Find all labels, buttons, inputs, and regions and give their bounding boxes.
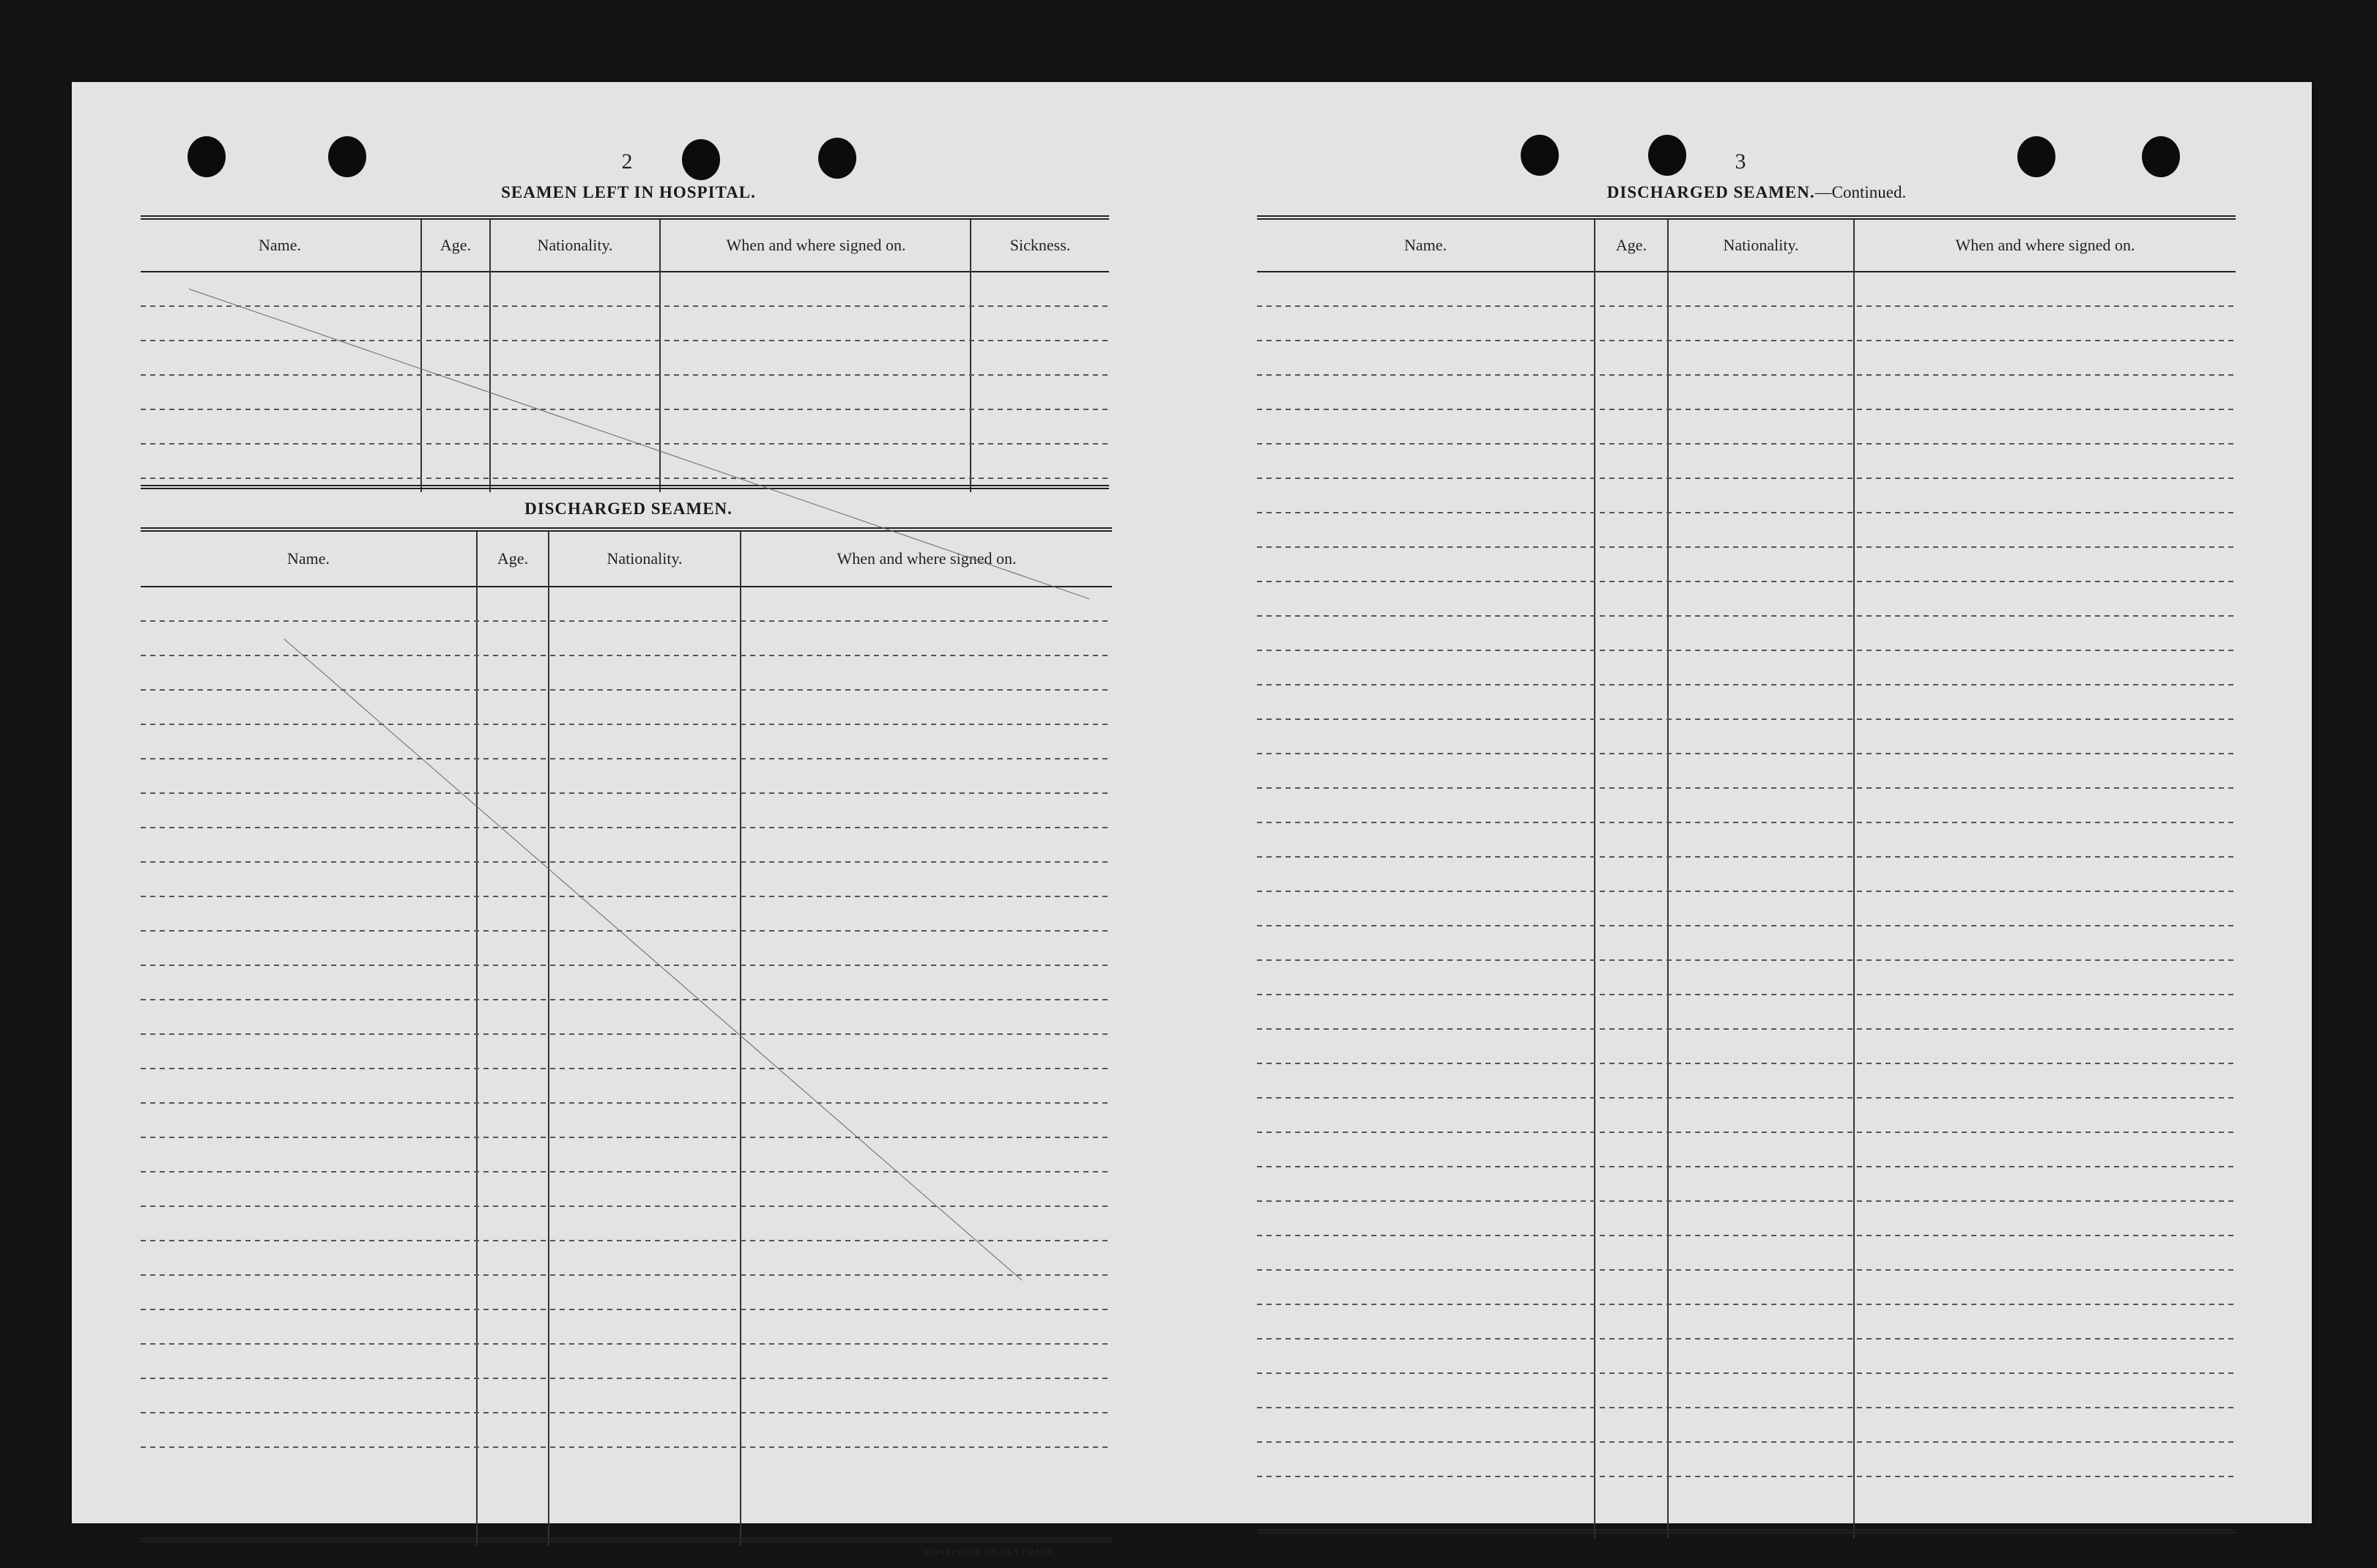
table-row [1257, 856, 2236, 858]
column-header-signed-on: When and where signed on. [837, 549, 1017, 568]
hospital-table-header [141, 220, 1109, 272]
discharged-section-title: DISCHARGED SEAMEN. [524, 499, 733, 518]
table-row [1257, 1063, 2236, 1064]
table-row [1257, 443, 2236, 445]
column-header-age: Age. [497, 549, 529, 568]
column-header-nationality: Nationality. [537, 236, 613, 254]
table-row [141, 409, 1109, 410]
table-row [141, 374, 1109, 376]
table-row [1257, 1407, 2236, 1408]
table-row [1257, 305, 2236, 307]
table-row [141, 1446, 1112, 1448]
table-row [141, 1412, 1112, 1413]
discharged-table-left-header [141, 532, 1112, 587]
table-row [141, 758, 1112, 759]
table-row [141, 861, 1112, 863]
table-row [141, 478, 1109, 479]
column-header-name: Name. [258, 236, 302, 254]
discharged-continued-title [1258, 183, 2255, 202]
table-row [1257, 994, 2236, 995]
column-header-nationality: Nationality. [607, 549, 683, 568]
table-row [1257, 650, 2236, 651]
table-row [141, 1068, 1112, 1069]
table-row [1257, 478, 2236, 479]
table-row [1257, 1441, 2236, 1443]
column-header-name: Name. [286, 549, 330, 568]
table-row [1257, 1097, 2236, 1099]
column-header-sickness: Sickness. [1009, 236, 1071, 254]
continued-note: CONTINUED ON NEXT PAGE. [924, 1547, 1057, 1557]
hospital-table [141, 215, 1109, 492]
punch-hole [1521, 135, 1559, 176]
discharged-table-right-header [1257, 220, 2236, 272]
table-row [141, 689, 1112, 691]
table-row [1257, 374, 2236, 376]
column-header-age: Age. [1615, 236, 1647, 254]
column-header-nationality: Nationality. [1723, 236, 1799, 254]
punch-hole [1648, 135, 1686, 176]
table-row [141, 620, 1112, 622]
table-row [1257, 581, 2236, 582]
table-row [1257, 1269, 2236, 1271]
table-row [141, 1309, 1112, 1310]
table-row [1257, 409, 2236, 410]
table-row [141, 1033, 1112, 1035]
table-row [1257, 822, 2236, 823]
discharged-table-right [1257, 215, 2236, 1538]
punch-hole [682, 139, 720, 180]
table-row [1257, 1028, 2236, 1030]
table-row [141, 1137, 1112, 1138]
discharged-table-left [141, 527, 1112, 1545]
table-row [1257, 340, 2236, 341]
punch-hole [818, 138, 856, 179]
punch-hole [2142, 136, 2180, 177]
table-row [141, 655, 1112, 656]
table-row [141, 1171, 1112, 1173]
table-row [141, 1343, 1112, 1345]
punch-hole [188, 136, 226, 177]
table-row [141, 443, 1109, 445]
table-row [141, 1240, 1112, 1241]
table-row [141, 1274, 1112, 1276]
table-row [1257, 1200, 2236, 1202]
table-row [1257, 718, 2236, 720]
table-row [141, 827, 1112, 828]
table-row [1257, 925, 2236, 926]
column-header-name: Name. [1403, 236, 1447, 254]
table-row [141, 930, 1112, 932]
table-row [141, 305, 1109, 307]
table-row [141, 999, 1112, 1000]
table-row [141, 792, 1112, 794]
table-row [1257, 1304, 2236, 1305]
table-row [1257, 1338, 2236, 1340]
column-header-signed-on: When and where signed on. [726, 236, 906, 254]
column-header-signed-on: When and where signed on. [1955, 236, 2135, 254]
page-number-left: 2 [621, 149, 633, 174]
discharged-continued-title-main: DISCHARGED SEAMEN. [1606, 183, 1815, 201]
table-row [1257, 615, 2236, 617]
table-row [141, 896, 1112, 897]
page-number-right: 3 [1735, 149, 1746, 174]
table-row [1257, 512, 2236, 513]
table-row [141, 965, 1112, 966]
table-row [141, 1378, 1112, 1379]
table-row [1257, 787, 2236, 789]
column-header-age: Age. [440, 236, 472, 254]
table-row [141, 724, 1112, 725]
table-row [1257, 1372, 2236, 1374]
table-row [1257, 1166, 2236, 1167]
table-row [1257, 891, 2236, 892]
punch-hole [328, 136, 366, 177]
table-row [1257, 546, 2236, 548]
table-row [1257, 1132, 2236, 1133]
table-row [1257, 753, 2236, 754]
punch-hole [2017, 136, 2055, 177]
ledger-sheet [72, 82, 2312, 1557]
discharged-continued-title-suffix: —Continued. [1814, 183, 1907, 201]
table-row [1257, 959, 2236, 961]
table-row [1257, 684, 2236, 685]
table-row [141, 340, 1109, 341]
table-row [141, 1205, 1112, 1207]
table-row [141, 1102, 1112, 1104]
table-row [1257, 1235, 2236, 1236]
hospital-section-title: SEAMEN LEFT IN HOSPITAL. [501, 183, 756, 201]
table-row [1257, 1476, 2236, 1477]
